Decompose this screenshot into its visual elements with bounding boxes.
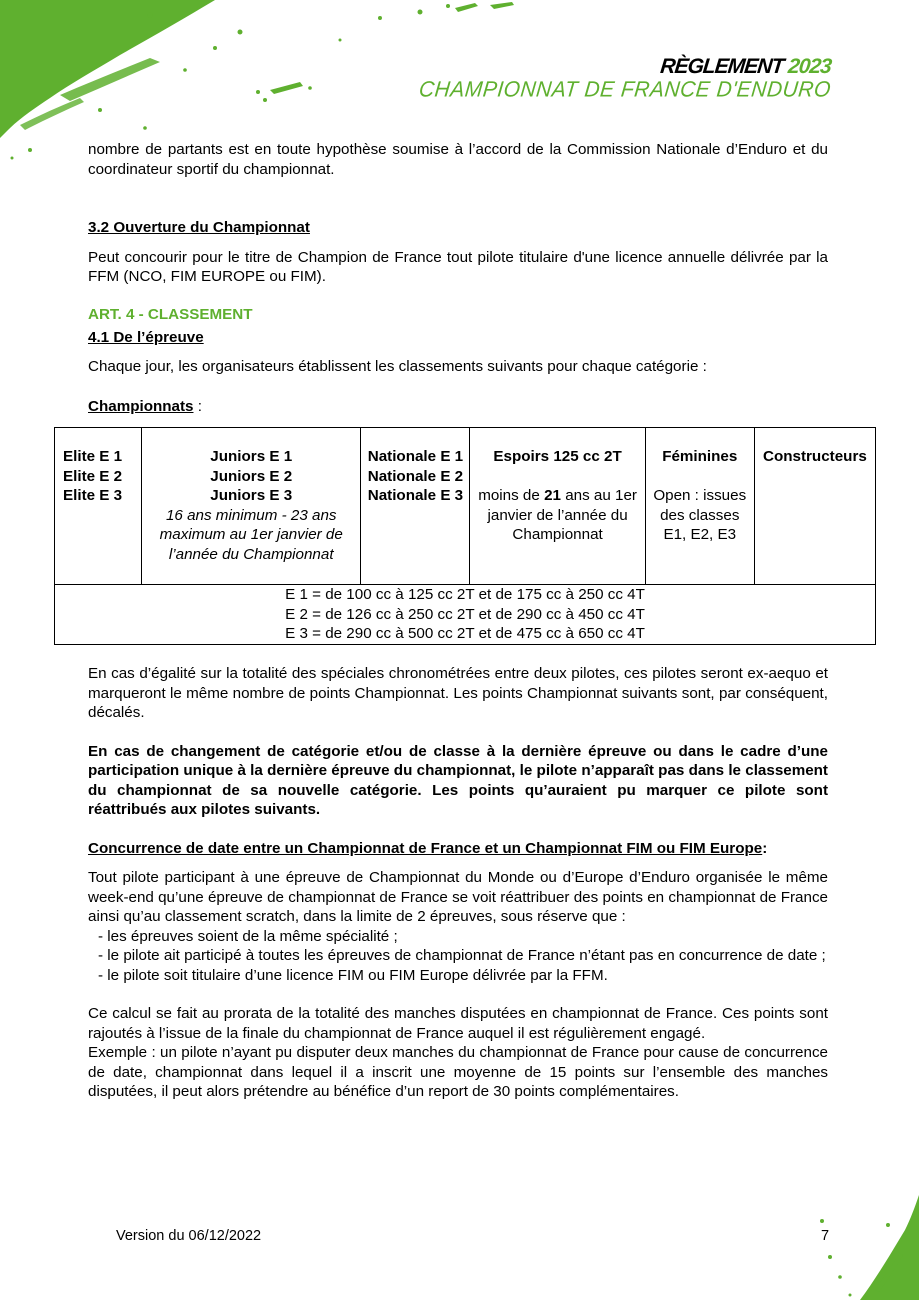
heading-concurrence: Concurrence de date entre un Championnat de France et un Championnat FIM ou FIM Europe [88, 839, 763, 857]
heading-4-1: 4.1 De l’épreuve [88, 329, 204, 346]
heading-concurrence-suffix: : [762, 839, 768, 857]
list-item: - les épreuves soient de la même spécialité ; [98, 927, 398, 945]
document-body-bottom [88, 664, 828, 1102]
paragraph-exemple: Exemple : un pilote n’ayant pu disputer deux manches du championnat de France pour cause de concurrence de date, championnat dans lequel il a inscrit une moyenne de 15 points sur l’ensemble des manches disputées, il peut alors prétendre au bénéfice d’un report de 30 points complémentaires. [88, 1044, 828, 1100]
header-branding [419, 55, 831, 101]
heading-art-4: ART. 4 - CLASSEMENT [88, 305, 253, 323]
brand-subtitle: CHAMPIONNAT DE FRANCE D'ENDURO [418, 77, 833, 102]
paragraph-tout-pilote: Tout pilote participant à une épreuve de Championnat du Monde ou d’Europe d’Enduro organisée le même week-end qu’une épreuve de championnat de France se voit réattribuer des points en championnat de France ainsi qu’au classement scratch, dans la limite de 2 épreuves, sous réserve que : [88, 869, 828, 925]
cell-line: Juniors E 1 [210, 448, 293, 465]
cell-feminines [645, 428, 754, 585]
heading-championnats-suffix: : [193, 398, 202, 415]
list-item: - le pilote soit titulaire d’une licence FIM ou FIM Europe délivrée par la FFM. [98, 966, 608, 984]
cell-line: Nationale E 2 [367, 467, 464, 485]
cell-line: E 1 = de 100 cc à 125 cc 2T et de 175 cc à 250 cc 4T [285, 586, 645, 603]
cell-classes-definition [55, 585, 876, 645]
cell-line: Elite E 3 [63, 487, 123, 504]
cell-espoirs-head: Espoirs 125 cc 2T [493, 448, 622, 465]
cell-line: Juniors E 3 [210, 487, 293, 504]
paragraph-egalite: En cas d’égalité sur la totalité des spéciales chronométrées entre deux pilotes, ces pilotes seront ex-aequo et marqueront le même nombre de points Championnat. Les points Championnat suivants sont, par conséquent, décalés. [88, 665, 828, 721]
cell-juniors-age: 16 ans minimum - 23 ans maximum au 1er janvier de l’année du Championnat [159, 506, 343, 563]
paragraph-ouverture: Peut concourir pour le titre de Champion de France tout pilote titulaire d'une licence annuelle délivrée par la FFM (NCO, FIM EUROPE ou FIM). [88, 248, 828, 285]
cell-feminines-body: Open : issues des classes E1, E2, E3 [653, 487, 747, 543]
cell-line: Nationale E 1 [367, 448, 464, 465]
cell-feminines-head: Féminines [662, 448, 738, 465]
paragraph-changement-categorie: En cas de changement de catégorie et/ou de classe à la dernière épreuve ou dans le cadre d’une participation unique à la dernière épreuve du championnat, le pilote n’apparaît pas dans le classement du championnat de sa nouvelle catégorie. Les points qu’auraient pu marquer ce pilote sont réattribués aux pilotes suivants. [88, 742, 828, 818]
text-span: ans au 1er janvier de l’année du Championnat [487, 487, 637, 543]
brand-year: 2023 [787, 55, 833, 78]
table-row [55, 428, 876, 585]
heading-3-2: 3.2 Ouverture du Championnat [88, 219, 310, 236]
text-span: moins de [478, 487, 545, 504]
brand-title: RÈGLEMENT 2023 [659, 55, 833, 78]
cell-nationale [361, 428, 470, 585]
categories-table [54, 427, 876, 645]
footer-brush-decoration [780, 1195, 919, 1300]
cell-line: E 2 = de 126 cc à 250 cc 2T et de 290 cc à 450 cc 4T [285, 605, 645, 623]
footer-version: Version du 06/12/2022 [116, 1228, 262, 1244]
list-item: - le pilote ait participé à toutes les épreuves de championnat de France n’étant pas en concurrence de date ; [98, 947, 826, 964]
cell-line: Elite E 2 [63, 467, 123, 485]
cell-juniors [142, 428, 361, 585]
cell-line: Nationale E 3 [367, 487, 464, 504]
cell-constructeurs-head: Constructeurs [763, 448, 867, 465]
paragraph-classements: Chaque jour, les organisateurs établissent les classements suivants pour chaque catégorie : [88, 357, 707, 375]
heading-championnats: Championnats [88, 398, 194, 415]
cell-espoirs [470, 428, 645, 585]
cell-constructeurs [754, 428, 875, 585]
table-row [55, 585, 876, 645]
paragraph-partants: nombre de partants est en toute hypothèse soumise à l’accord de la Commission Nationale d’Enduro et du coordinateur sportif du championnat. [88, 141, 828, 178]
text-span-bold: 21 [544, 487, 561, 504]
paragraph-calcul: Ce calcul se fait au prorata de la totalité des manches disputées en championnat de France. Ces points sont rajoutés à l’issue de la finale du championnat de France auquel il est régulièrement engagé. [88, 1005, 828, 1042]
cell-espoirs-body [476, 486, 638, 545]
cell-line: E 3 = de 290 cc à 500 cc 2T et de 475 cc à 650 cc 4T [285, 625, 645, 642]
conditions-list [88, 927, 828, 986]
document-body-top [88, 140, 828, 417]
cell-elite [55, 428, 142, 585]
page-number: 7 [821, 1228, 830, 1244]
cell-line: Juniors E 2 [210, 467, 293, 485]
cell-line: Elite E 1 [63, 448, 123, 465]
